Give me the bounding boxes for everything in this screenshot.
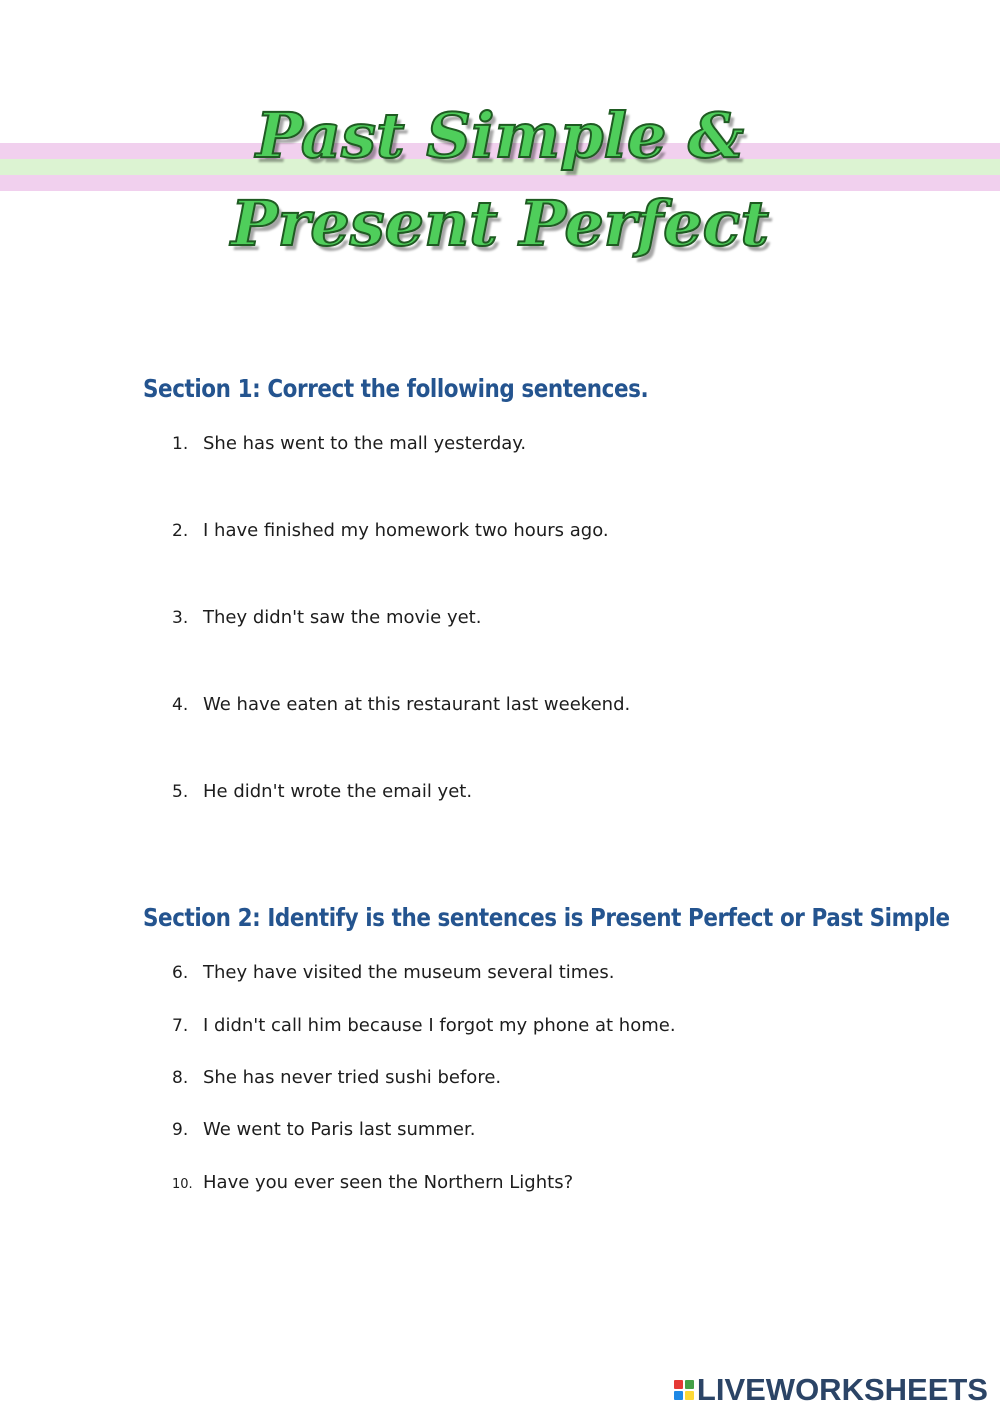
question-text: We went to Paris last summer.: [203, 1119, 476, 1140]
liveworksheets-brand: [674, 1372, 988, 1408]
liveworksheets-logo-icon: [674, 1380, 694, 1400]
question-item: [172, 607, 481, 628]
question-item: [172, 1067, 501, 1088]
question-number: 5.: [172, 782, 189, 802]
question-text: She has never tried sushi before.: [203, 1067, 502, 1088]
worksheet-title: [0, 92, 1000, 268]
question-number: 6.: [172, 963, 189, 983]
question-item: [172, 520, 609, 541]
question-item: [172, 694, 630, 715]
question-item: [172, 1015, 676, 1036]
question-number: 7.: [172, 1016, 189, 1036]
brand-wordmark: LIVEWORKSHEETS: [696, 1372, 988, 1407]
question-text: I didn't call him because I forgot my phone at home.: [203, 1015, 676, 1036]
question-item: [172, 781, 472, 802]
question-item: [172, 962, 614, 983]
question-text: Have you ever seen the Northern Lights?: [203, 1172, 574, 1193]
question-text: They have visited the museum several times.: [203, 962, 615, 983]
question-number: 8.: [172, 1068, 189, 1088]
question-number: 4.: [172, 695, 189, 715]
question-number: 9.: [172, 1120, 189, 1140]
question-text: They didn't saw the movie yet.: [203, 607, 482, 628]
question-number: 10.: [172, 1177, 193, 1192]
title-line-1: Past Simple &: [255, 99, 745, 172]
question-item: [172, 433, 526, 454]
question-item: [172, 1119, 475, 1140]
question-item: [172, 1172, 573, 1193]
question-number: 3.: [172, 608, 189, 628]
question-number: 1.: [172, 434, 189, 454]
section-2-heading: Section 2: Identify is the sentences is Present Perfect or Past Simple: [143, 903, 950, 932]
section-1-heading: Section 1: Correct the following sentences.: [143, 374, 649, 403]
question-text: He didn't wrote the email yet.: [203, 781, 473, 802]
question-text: We have eaten at this restaurant last weekend.: [203, 694, 631, 715]
question-text: She has went to the mall yesterday.: [203, 433, 527, 454]
question-text: I have finished my homework two hours ago.: [203, 520, 609, 541]
title-line-2: Present Perfect: [231, 187, 769, 260]
question-number: 2.: [172, 521, 189, 541]
